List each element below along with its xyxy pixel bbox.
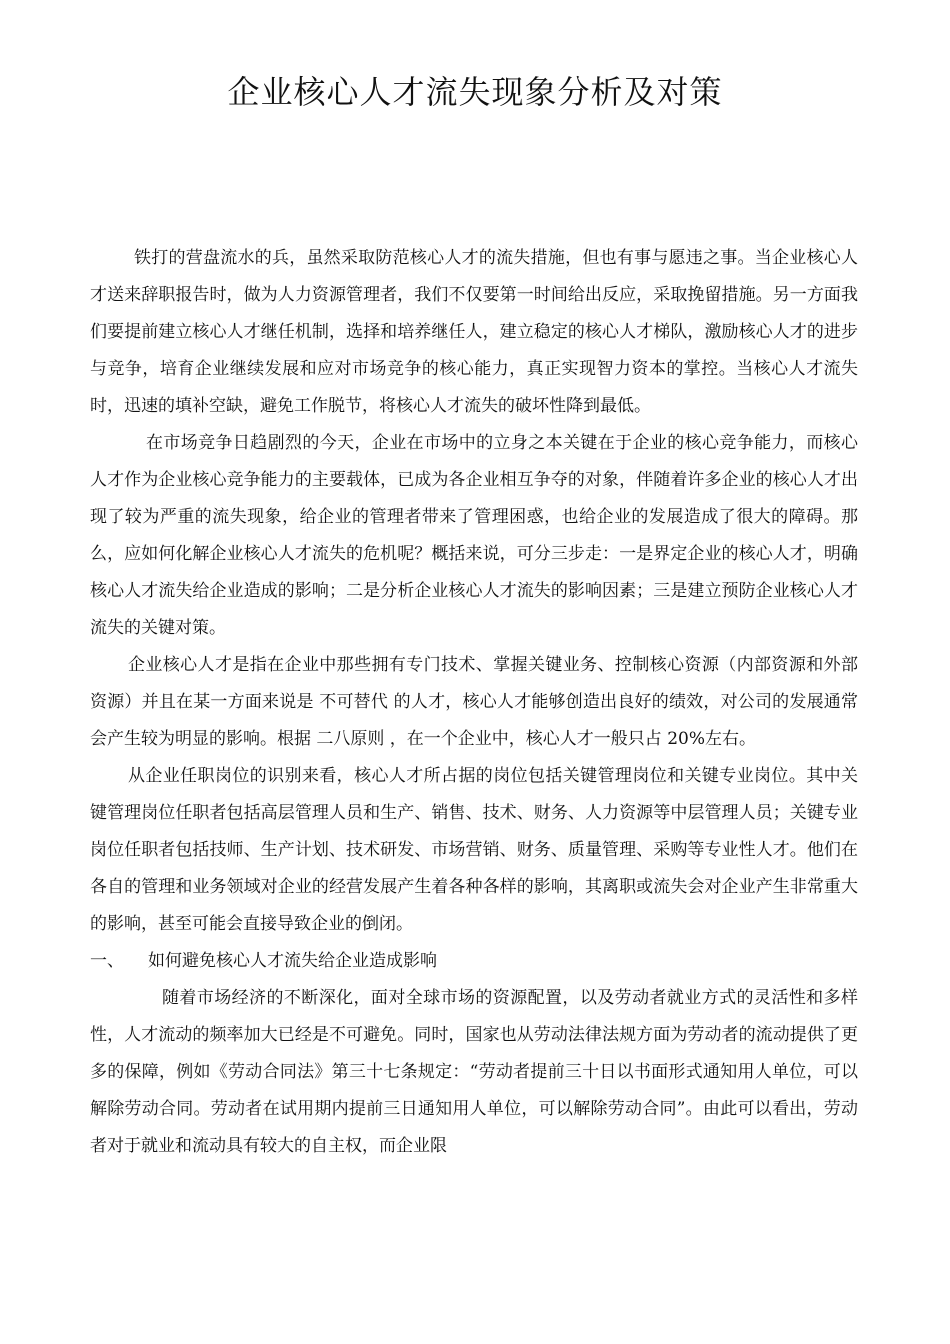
section-heading-text: 如何避免核心人才流失给企业造成影响 [148, 951, 437, 971]
paragraph-3: 企业核心人才是指在企业中那些拥有专门技术、掌握关键业务、控制核心资源（内部资源和外部资源）并且在某一方面来说是 不可替代 的人才，核心人才能够创造出良好的绩效，对公司的发展通常会产生较为明显的影响。根据 二八原则 ，在一个企业中，核心人才一般只占 20%左右。 [90, 655, 858, 749]
document-title: 企业核心人才流失现象分析及对策 [227, 73, 723, 111]
section-heading [90, 943, 858, 980]
section-paragraph-1: 随着市场经济的不断深化，面对全球市场的资源配置，以及劳动者就业方式的灵活性和多样性，人才流动的频率加大已经是不可避免。同时，国家也从劳动法律法规方面为劳动者的流动提供了更多的保障，例如《劳动合同法》第三十七条规定：“劳动者提前三十日以书面形式通知用人单位，可以解除劳动合同。劳动者在试用期内提前三日通知用人单位，可以解除劳动合同”。由此可以看出，劳动者对于就业和流动具有较大的自主权，而企业限 [90, 988, 858, 1156]
paragraph-4: 从企业任职岗位的识别来看，核心人才所占据的岗位包括关键管理岗位和关键专业岗位。其中关键管理岗位任职者包括高层管理人员和生产、销售、技术、财务、人力资源等中层管理人员；关键专业岗位任职者包括技师、生产计划、技术研发、市场营销、财务、质量管理、采购等专业性人才。他们在各自的管理和业务领域对企业的经营发展产生着各种各样的影响，其离职或流失会对企业产生非常重大的影响，甚至可能会直接导致企业的倒闭。 [90, 766, 858, 934]
paragraph-1: 铁打的营盘流水的兵，虽然采取防范核心人才的流失措施，但也有事与愿违之事。当企业核心人才送来辞职报告时，做为人力资源管理者，我们不仅要第一时间给出反应，采取挽留措施。另一方面我们要提前建立核心人才继任机制，选择和培养继任人，建立稳定的核心人才梯队，激励核心人才的进步与竞争，培育企业继续发展和应对市场竞争的核心能力，真正实现智力资本的掌控。当核心人才流失时，迅速的填补空缺，避免工作脱节，将核心人才流失的破坏性降到最低。 [90, 248, 858, 416]
section-heading-number: 一、 [90, 951, 124, 971]
paragraph-2: 在市场竞争日趋剧烈的今天，企业在市场中的立身之本关键在于企业的核心竞争能力，而核心人才作为企业核心竞争能力的主要载体，已成为各企业相互争夺的对象，伴随着许多企业的核心人才出现了较为严重的流失现象，给企业的管理者带来了管理困惑，也给企业的发展造成了很大的障碍。那么，应如何化解企业核心人才流失的危机呢？概括来说，可分三步走：一是界定企业的核心人才，明确核心人才流失给企业造成的影响；二是分析企业核心人才流失的影响因素；三是建立预防企业核心人才流失的关键对策。 [90, 433, 858, 638]
document-body [90, 240, 858, 1165]
